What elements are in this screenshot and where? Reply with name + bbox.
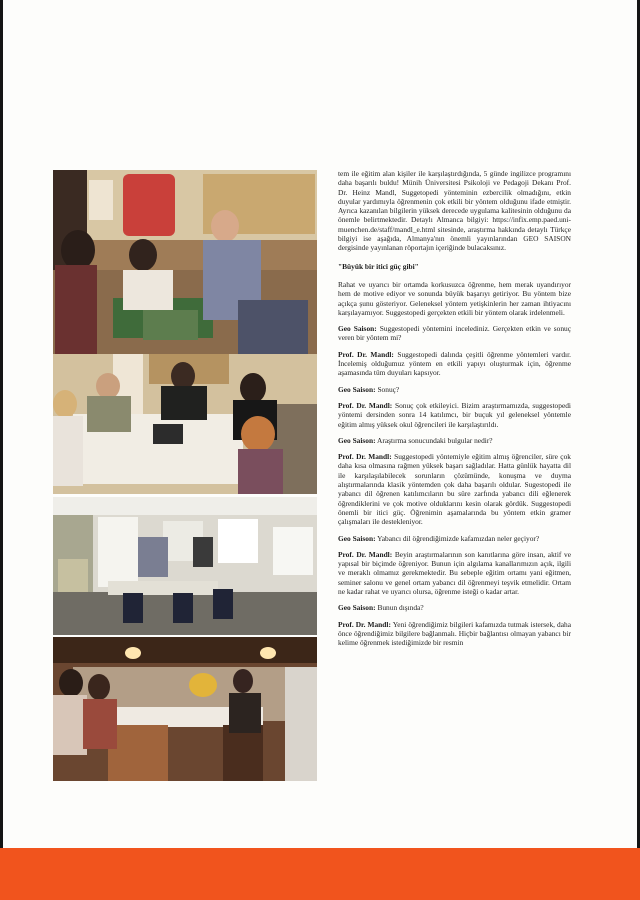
qa-answer [338, 452, 571, 526]
qa-answer [338, 350, 571, 378]
qa-text: Sonuç çok etkileyici. Bizim araştırmamızda, suggestopedi yöntemi dersinden sonra 14 katılımcı, bir buçuk yıl geleneksel yöntemle eğitim almış yüksek okul öğrencileri ile karşılaştırıldı. [338, 400, 571, 429]
qa-text: Yabancı dil öğrendiğimizde kafamızdan neler geçiyor? [377, 533, 540, 543]
qa-answer [338, 401, 571, 429]
qa-speaker: Geo Saison: [338, 324, 377, 334]
qa-question [338, 603, 571, 612]
qa-answer [338, 620, 571, 648]
qa-question [338, 534, 571, 543]
qa-text: Bunun dışında? [377, 603, 424, 613]
qa-text: Yeni öğrendiğimiz bilgileri kafamızda tutmak istersek, daha önce öğrendiğimiz bilgilere bağlanmalı. Hiçbir bağlantısı olmayan yabancı bir kelime öğrenmek istediğimizde bir resmin [338, 619, 571, 648]
qa-speaker: Geo Saison: [338, 603, 376, 613]
article-intro: tem ile eğitim alan kişiler ile karşılaştırdığında, 5 günde ingilizce programını daha başarılı buldu! Münih Üniversitesi Psikoloji ve Pedagoji Dekanı Prof. Dr. Heinz Mandl, Suggetopedi yönteminin ezbercilik olmadığını, etkin duyular yardımıyla öğrenmenin çok etkili bir yöntem olduğunu ifade etmiştir. Ayrıca kazanılan bilgilerin yüksek derecede uygulama kalitesinin olduğunu da önemle belirtmektedir. Detaylı Almanca bilgiyi: https://infix.emp.paed.uni-muenchen.de/staff/mandl_e.html sitesinde, araştırma hakkında detaylı Türkçe bilgiyi ise aşağıda, Almanya'nın önemli yayınlarından GEO SAISON dergisinde yayınlanan röportajın içeriğinde bulacaksınız. [338, 169, 571, 253]
article-text-column [338, 169, 571, 654]
qa-text: Beyin araştırmalarının son kanıtlarına göre insan, aktif ve yapısal bir biçimde öğreniyor. Bunun için algılama kanallarımızın açık, ilgili ve meraklı olmamız gerekmektedir. Bu sebeple eğitim ortamı yani eğitmen, seminer salonu ve genel ortam yabancı dil öğrenmeyi teşvik etmelidir. Ortam ne kadar rahat ve uyarıcı olursa, öğrenme isteği o kadar artar. [338, 549, 571, 596]
footer-bar [0, 848, 640, 900]
classroom-board-game-photo [53, 170, 317, 354]
qa-answer [338, 550, 571, 596]
qa-text: Suggestopedi dalında çeşitli öğrenme yöntemleri vardır. İncelemiş olduğumuz yöntem en etkili yapıyı oluşturmak için, öğrenme aşamasında tüm duyuları kapsıyor. [338, 349, 571, 378]
qa-speaker: Geo Saison: [338, 435, 376, 445]
qa-question [338, 436, 571, 445]
qa-speaker: Geo Saison: [338, 533, 376, 543]
qa-speaker: Geo Saison: [338, 384, 376, 394]
dining-room-photo [53, 637, 317, 781]
article-heading: "Büyük bir itici güç gibi" [338, 261, 419, 271]
qa-speaker: Prof. Dr. Mandl: [338, 549, 393, 559]
qa-text: Sonuç? [377, 384, 400, 394]
qa-text: Suggestopedi yöntemini incelediniz. Gerçekten etkin ve sonuç veren bir yöntem mi? [338, 324, 571, 343]
qa-text: Araştırma sonucundaki bulgular nedir? [377, 435, 493, 445]
qa-speaker: Prof. Dr. Mandl: [338, 619, 391, 629]
qa-speaker: Prof. Dr. Mandl: [338, 452, 392, 462]
qa-speaker: Prof. Dr. Mandl: [338, 349, 394, 359]
qa-text: Suggestopedi yöntemiyle eğitim almış öğrenciler, süre çok daha kısa olmasına rağmen yüksek başarı sağladılar. Hatta günlük hayatta dil ile karşılaşılabilecek sorunların çözümünde, konuşma ve duyma alıştırmalarında klasik yöntemden çok daha başarılı oldular. Sugestopedi ile yabancı dil öğrenen katılımcıların bu süre zarfında yabancı dili eğlenerek öğrendiklerini ve çok motive olduklarını kesin olarak gördük. Suggestopedi önemli bir itici güç. Öğrenimin aşamalarında bu yöntem etkin gramer çalışmaları ile destekleniyor. [338, 452, 571, 527]
seminar-room-photo [53, 497, 317, 635]
qa-question [338, 324, 571, 343]
qa-question [338, 385, 571, 394]
article-paragraph: Rahat ve uyarıcı bir ortamda korkusuzca öğrenme, hem merak uyandırıyor hem de motive ediyor ve sonunda büyük başarıyı getiriyor. Bu yöntem bize açıkça şunu gösteriyor. Geleneksel yöntem yetişkinlerin her zaman ihtiyacını karşılayamıyor. Suggestopedi gerçekten etkili bir yöntem olarak irdelenmeli. [338, 279, 571, 317]
classroom-group-table-photo [53, 354, 317, 494]
qa-speaker: Prof. Dr. Mandl: [338, 400, 393, 410]
